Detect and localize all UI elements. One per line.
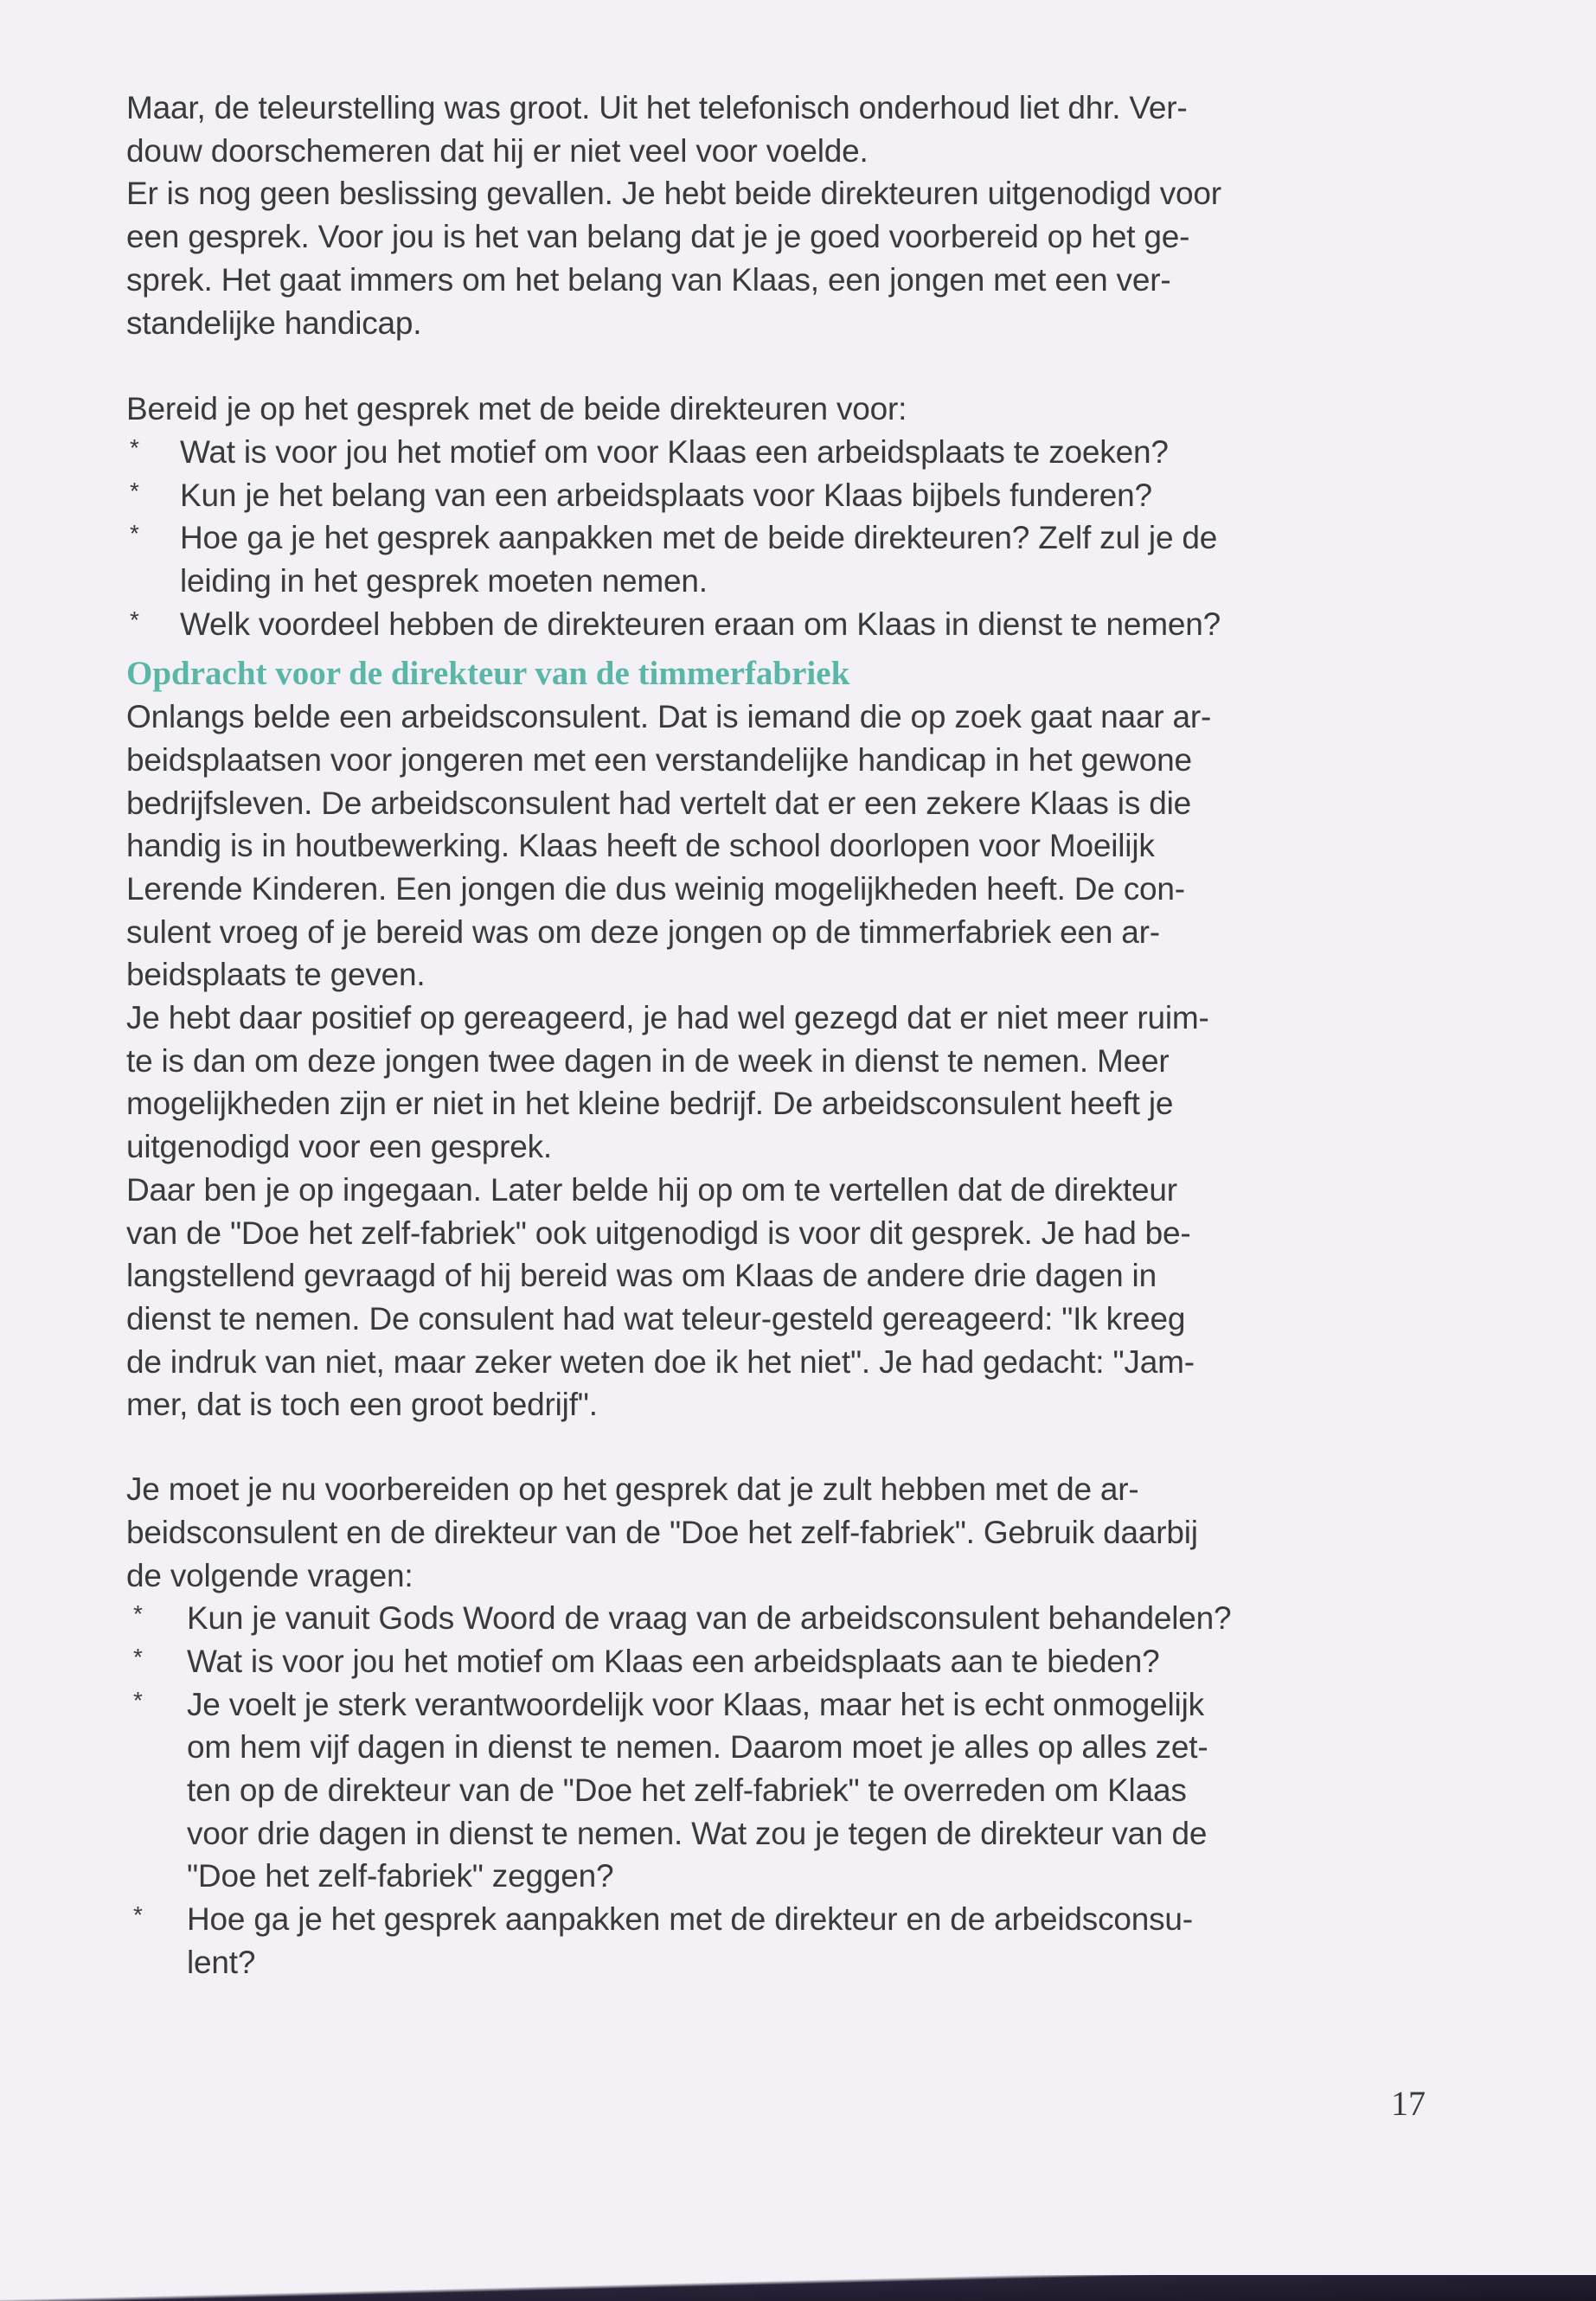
- intro-paragraph-2: [126, 172, 1458, 344]
- text-line: een gesprek. Voor jou is het van belang dat je je goed voorbereid op het ge-: [126, 219, 1190, 255]
- text-line: douw doorschemeren dat hij er niet veel voor voelde.: [126, 132, 869, 169]
- section-paragraph-4: [126, 1468, 1458, 1597]
- bullet-asterisk-icon: *: [133, 1901, 143, 1929]
- bullet-item: [126, 1640, 1458, 1683]
- section-paragraph-3: [126, 1169, 1458, 1426]
- page-body: [126, 87, 1458, 1984]
- text-line: de indruk van niet, maar zeker weten doe ik het niet". Je had gedacht: "Jam-: [126, 1343, 1195, 1380]
- scan-edge-shadow: [0, 2275, 1596, 2301]
- text-line: Wat is voor jou het motief om voor Klaas een arbeidsplaats te zoeken?: [180, 433, 1169, 470]
- section-heading: Opdracht voor de direkteur van de timmerfabriek: [126, 655, 850, 693]
- text-line: standelijke handicap.: [126, 304, 422, 341]
- section-paragraph-2: [126, 997, 1458, 1169]
- text-line: de volgende vragen:: [126, 1557, 413, 1593]
- text-line: Onlangs belde een arbeidsconsulent. Dat is iemand die op zoek gaat naar ar-: [126, 699, 1212, 735]
- text-line: leiding in het gesprek moeten nemen.: [180, 563, 708, 599]
- text-line: Er is nog geen beslissing gevallen. Je hebt beide direkteuren uitgenodigd voor: [126, 176, 1221, 212]
- section-bullet-list: [126, 1597, 1458, 1984]
- text-line: Je moet je nu voorbereiden op het gesprek dat je zult hebben met de ar-: [126, 1471, 1139, 1508]
- text-line: beidsconsulent en de direkteur van de "Doe het zelf-fabriek". Gebruik daarbij: [126, 1514, 1198, 1550]
- spacer: [126, 344, 1458, 388]
- text-line: beidsplaatsen voor jongeren met een verstandelijke handicap in het gewone: [126, 741, 1192, 778]
- text-line: Je hebt daar positief op gereageerd, je had wel gezegd dat er niet meer ruim-: [126, 1000, 1209, 1036]
- text-line: mer, dat is toch een groot bedrijf".: [126, 1387, 598, 1423]
- bullet-asterisk-icon: *: [133, 1686, 143, 1714]
- bullet-item: [126, 431, 1458, 474]
- bullet-item: [126, 516, 1458, 602]
- text-line: Daar ben je op ingegaan. Later belde hij op om te vertellen dat de direkteur: [126, 1171, 1177, 1208]
- page-number: 17: [1391, 2084, 1426, 2123]
- bullet-item: [126, 474, 1458, 517]
- bullet-item: [126, 603, 1458, 646]
- text-line: van de "Doe het zelf-fabriek" ook uitgenodigd is voor dit gesprek. Je had be-: [126, 1215, 1191, 1251]
- bullet-asterisk-icon: *: [130, 520, 139, 548]
- text-line: voor drie dagen in dienst te nemen. Wat zou je tegen de direkteur van de: [187, 1815, 1208, 1851]
- text-line: Bereid je op het gesprek met de beide direkteuren voor:: [126, 391, 907, 427]
- text-line: Welk voordeel hebben de direkteuren eraan om Klaas in dienst te nemen?: [180, 606, 1221, 642]
- text-line: te is dan om deze jongen twee dagen in de week in dienst te nemen. Meer: [126, 1042, 1170, 1079]
- bullet-asterisk-icon: *: [130, 433, 139, 461]
- text-line: sprek. Het gaat immers om het belang van Klaas, een jongen met een ver-: [126, 261, 1171, 298]
- text-line: Maar, de teleurstelling was groot. Uit het telefonisch onderhoud liet dhr. Ver-: [126, 90, 1188, 125]
- bullet-item: [126, 1683, 1458, 1899]
- text-line: dienst te nemen. De consulent had wat teleur-gesteld gereageerd: "Ik kreeg: [126, 1300, 1186, 1336]
- bullet-asterisk-icon: *: [130, 606, 139, 633]
- text-line: bedrijfsleven. De arbeidsconsulent had vertelt dat er een zekere Klaas is die: [126, 785, 1191, 821]
- bullet-item: [126, 1597, 1458, 1640]
- text-line: Je voelt je sterk verantwoordelijk voor Klaas, maar het is echt onmogelijk: [187, 1686, 1204, 1722]
- text-line: handig is in houtbewerking. Klaas heeft de school doorlopen voor Moeilijk: [126, 828, 1155, 864]
- text-line: beidsplaats te geven.: [126, 957, 426, 993]
- bullet-asterisk-icon: *: [133, 1600, 143, 1628]
- bullet-asterisk-icon: *: [133, 1643, 143, 1670]
- intro-paragraph-1: [126, 87, 1458, 172]
- bullet-asterisk-icon: *: [130, 477, 139, 504]
- text-line: ten op de direkteur van de "Doe het zelf-fabriek" te overreden om Klaas: [187, 1772, 1187, 1809]
- section-paragraph-1: [126, 695, 1458, 997]
- text-line: Hoe ga je het gesprek aanpakken met de beide direkteuren? Zelf zul je de: [180, 520, 1218, 556]
- text-line: om hem vijf dagen in dienst te nemen. Daarom moet je alles op alles zet-: [187, 1729, 1208, 1766]
- text-line: uitgenodigd voor een gesprek.: [126, 1129, 553, 1165]
- spacer: [126, 1426, 1458, 1468]
- bullet-item: [126, 1898, 1458, 1984]
- text-line: sulent vroeg of je bereid was om deze jongen op de timmerfabriek een ar-: [126, 913, 1160, 950]
- text-line: langstellend gevraagd of hij bereid was om Klaas de andere drie dagen in: [126, 1258, 1157, 1294]
- intro-bullet-list: [126, 431, 1458, 646]
- text-line: Kun je vanuit Gods Woord de vraag van de arbeidsconsulent behandelen?: [187, 1600, 1232, 1637]
- text-line: "Doe het zelf-fabriek" zeggen?: [187, 1858, 614, 1894]
- intro-paragraph-3: [126, 388, 1458, 431]
- text-line: Kun je het belang van een arbeidsplaats voor Klaas bijbels funderen?: [180, 477, 1152, 513]
- text-line: Wat is voor jou het motief om Klaas een arbeidsplaats aan te bieden?: [187, 1643, 1160, 1679]
- text-line: lent?: [187, 1944, 256, 1980]
- text-line: mogelijkheden zijn er niet in het kleine bedrijf. De arbeidsconsulent heeft je: [126, 1086, 1174, 1122]
- text-line: Hoe ga je het gesprek aanpakken met de direkteur en de arbeidsconsu-: [187, 1901, 1193, 1938]
- text-line: Lerende Kinderen. Een jongen die dus weinig mogelijkheden heeft. De con-: [126, 870, 1185, 907]
